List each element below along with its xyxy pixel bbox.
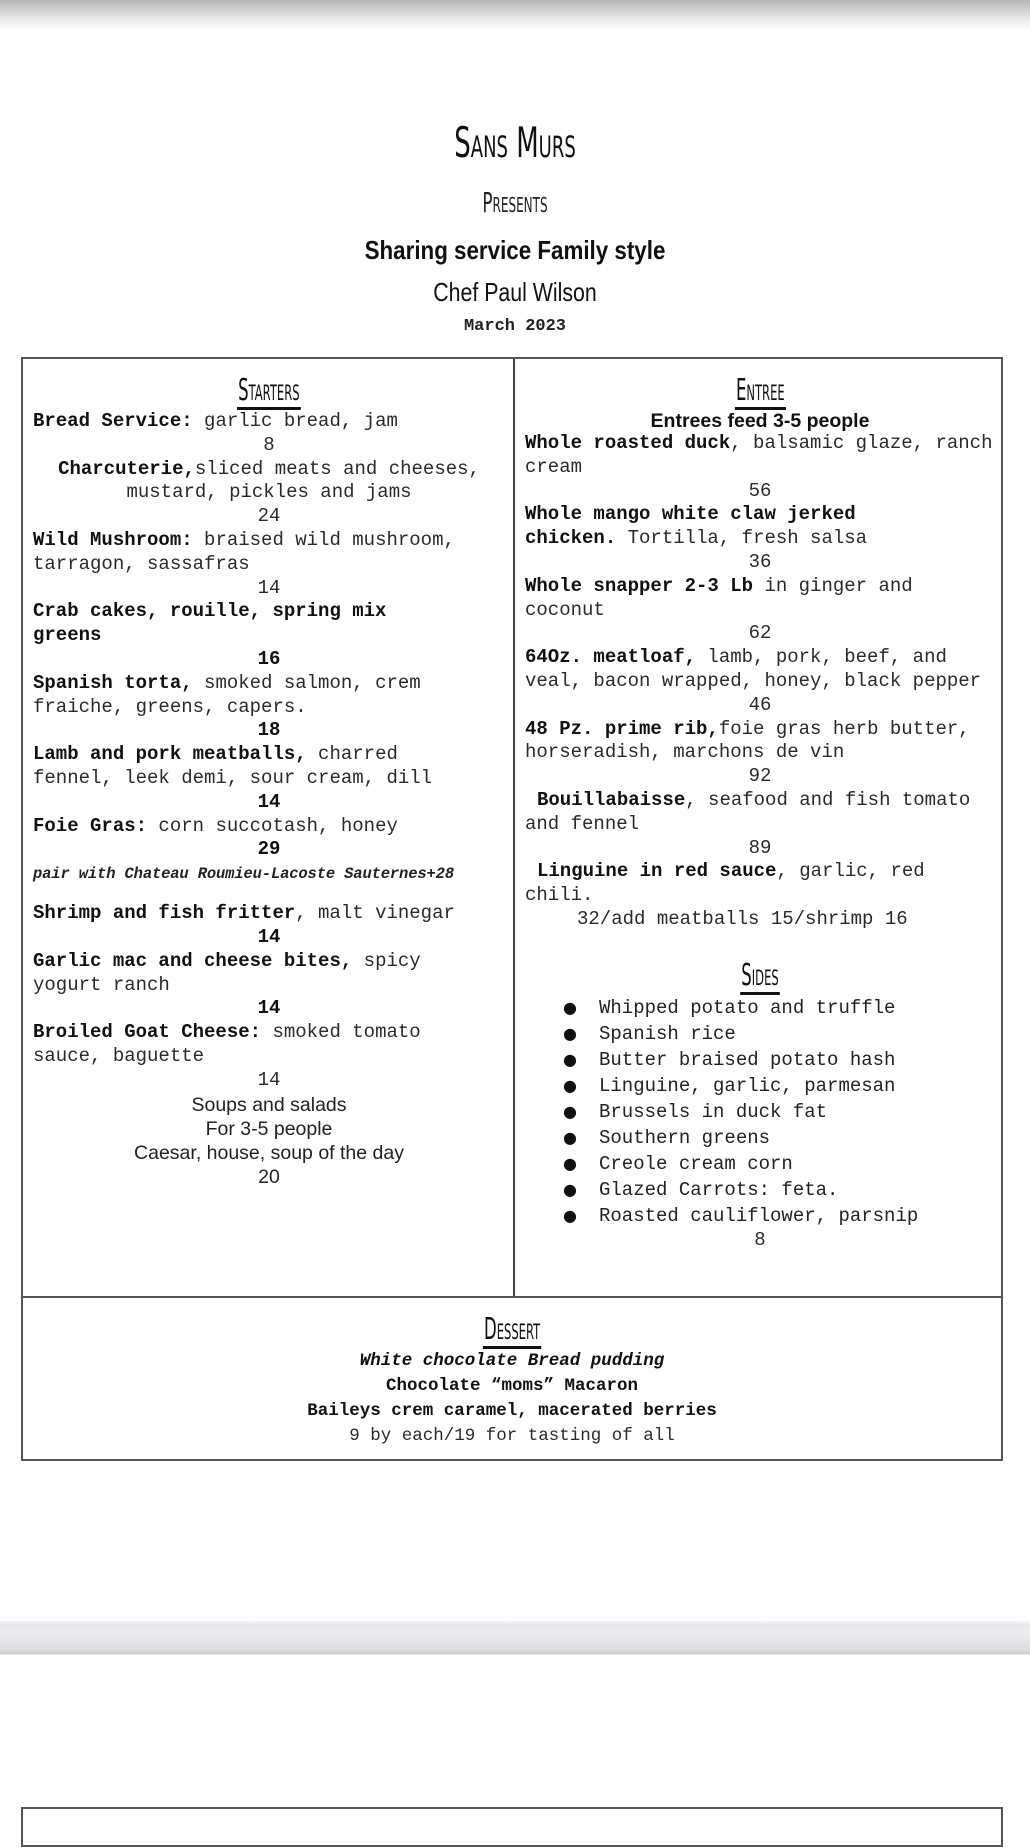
menu-item: Crab cakes, rouille, spring mix greens [33,600,387,647]
bullet-dot-icon: ● [563,1153,577,1173]
presents-label: Presents [482,186,548,219]
item-price: 92 [748,765,772,788]
entree-column [515,359,1001,1253]
item-price: 56 [748,479,772,502]
soups-options: Caesar, house, soup of the day [134,1141,404,1164]
dessert-item: White chocolate Bread pudding [359,1351,665,1371]
menu-item: Lamb and pork meatballs, charred fennel, leek demi, sour cream, dill [33,743,433,789]
chef-name: Chef Paul Wilson [433,277,597,307]
item-price: 14 [257,1068,281,1091]
item-price: 14 [257,925,281,948]
bullet-dot-icon: ● [563,997,577,1017]
item-price: 14 [257,790,281,813]
menu-date: March 2023 [463,317,567,336]
menu-item: Bouillabaisse, seafood and fish tomato and fennel [525,788,971,835]
viewer-top-shadow [0,0,1030,30]
side-item: ● Spanish rice [563,1022,736,1045]
menu-item: Charcuterie,sliced meats and cheeses, mustard, pickles and jams [58,457,480,504]
dessert-item: Chocolate “moms” Macaron [385,1376,639,1396]
item-price: 62 [748,622,772,645]
side-item: ● Butter braised potato hash [563,1048,896,1071]
item-price: 32/add meatballs 15/shrimp 16 [577,907,908,930]
menu-item: 48 Pz. prime rib,foie gras herb butter, horseradish, marchons de vin [525,717,970,764]
bullet-dot-icon: ● [563,1101,577,1121]
soups-title: Soups and salads [191,1093,347,1116]
bullet-dot-icon: ● [563,1075,577,1095]
menu-item: Foie Gras: corn succotash, honey [33,814,398,837]
menu-item: Garlic mac and cheese bites, spicy yogurt ranch [33,949,421,996]
page-separator [0,1621,1030,1655]
sides-heading: Sides [741,957,779,993]
side-item: ● Brussels in duck fat [563,1100,828,1123]
side-item: ● Roasted cauliflower, parsnip [563,1204,919,1227]
menu-item: Bread Service: garlic bread, jam [33,410,398,432]
menu-item: Whole snapper 2-3 Lb in ginger and coconut [525,574,913,621]
starters-heading: Starters [238,373,300,408]
bullet-dot-icon: ● [563,1205,577,1225]
menu-item: Whole mango white claw jerked chicken. Tortilla, fresh salsa [525,503,868,550]
dessert-section [23,1298,1001,1449]
side-item: ● Glazed Carrots: feta. [563,1178,839,1201]
side-item: ● Whipped potato and truffle [563,996,896,1019]
menu-item: Spanish torta, smoked salmon, crem fraiche, greens, capers. [33,671,421,718]
service-style: Sharing service Family style [364,235,666,265]
starters-column [23,359,513,1189]
item-price: 36 [748,550,772,573]
dessert-price: 9 by each/19 for tasting of all [349,1426,675,1446]
side-item: ● Linguine, garlic, parmesan [563,1074,896,1097]
item-price: 14 [257,576,281,599]
sides-list [525,995,995,1229]
item-price: 16 [257,647,281,670]
menu-item: Whole roasted duck, balsamic glaze, ranch cream [525,432,993,478]
wine-pairing: pair with Chateau Roumieu-Lacoste Sauternes+28 [33,865,454,884]
menu-table [21,357,1003,1461]
entree-heading: Entree [735,373,785,408]
dessert-item: Baileys crem caramel, macerated berries [307,1401,717,1421]
menu-item: Shrimp and fish fritter, malt vinegar [33,902,455,925]
bullet-dot-icon: ● [563,1179,577,1199]
menu-item: 64Oz. meatloaf, lamb, pork, beef, and veal, bacon wrapped, honey, black pepper [525,646,982,692]
side-item: ● Creole cream corn [563,1152,793,1175]
soups-serves: For 3-5 people [205,1117,333,1140]
dessert-heading: Dessert [483,1312,541,1347]
entree-subheading: Entrees feed 3-5 people [650,410,870,432]
bullet-dot-icon: ● [563,1023,577,1043]
item-price: 8 [263,433,275,456]
menu-item: Broiled Goat Cheese: smoked tomato sauce, baguette [33,1021,421,1067]
bullet-dot-icon: ● [563,1127,577,1147]
menu-item: Wild Mushroom: braised wild mushroom, tarragon, sassafras [33,528,455,575]
soups-price: 20 [258,1165,280,1188]
menu-item: Linguine in red sauce, garlic, red chili. [525,860,925,907]
item-price: 14 [257,997,281,1020]
restaurant-name: Sans Murs [454,118,576,167]
bullet-dot-icon: ● [563,1049,577,1069]
item-price: 18 [257,719,281,742]
item-price: 46 [748,693,772,716]
sides-price: 8 [754,1228,766,1251]
side-item: ● Southern greens [563,1126,771,1149]
item-price: 24 [257,505,281,528]
item-price: 29 [257,838,281,861]
next-page-table [21,1807,1003,1847]
item-price: 89 [748,836,772,859]
